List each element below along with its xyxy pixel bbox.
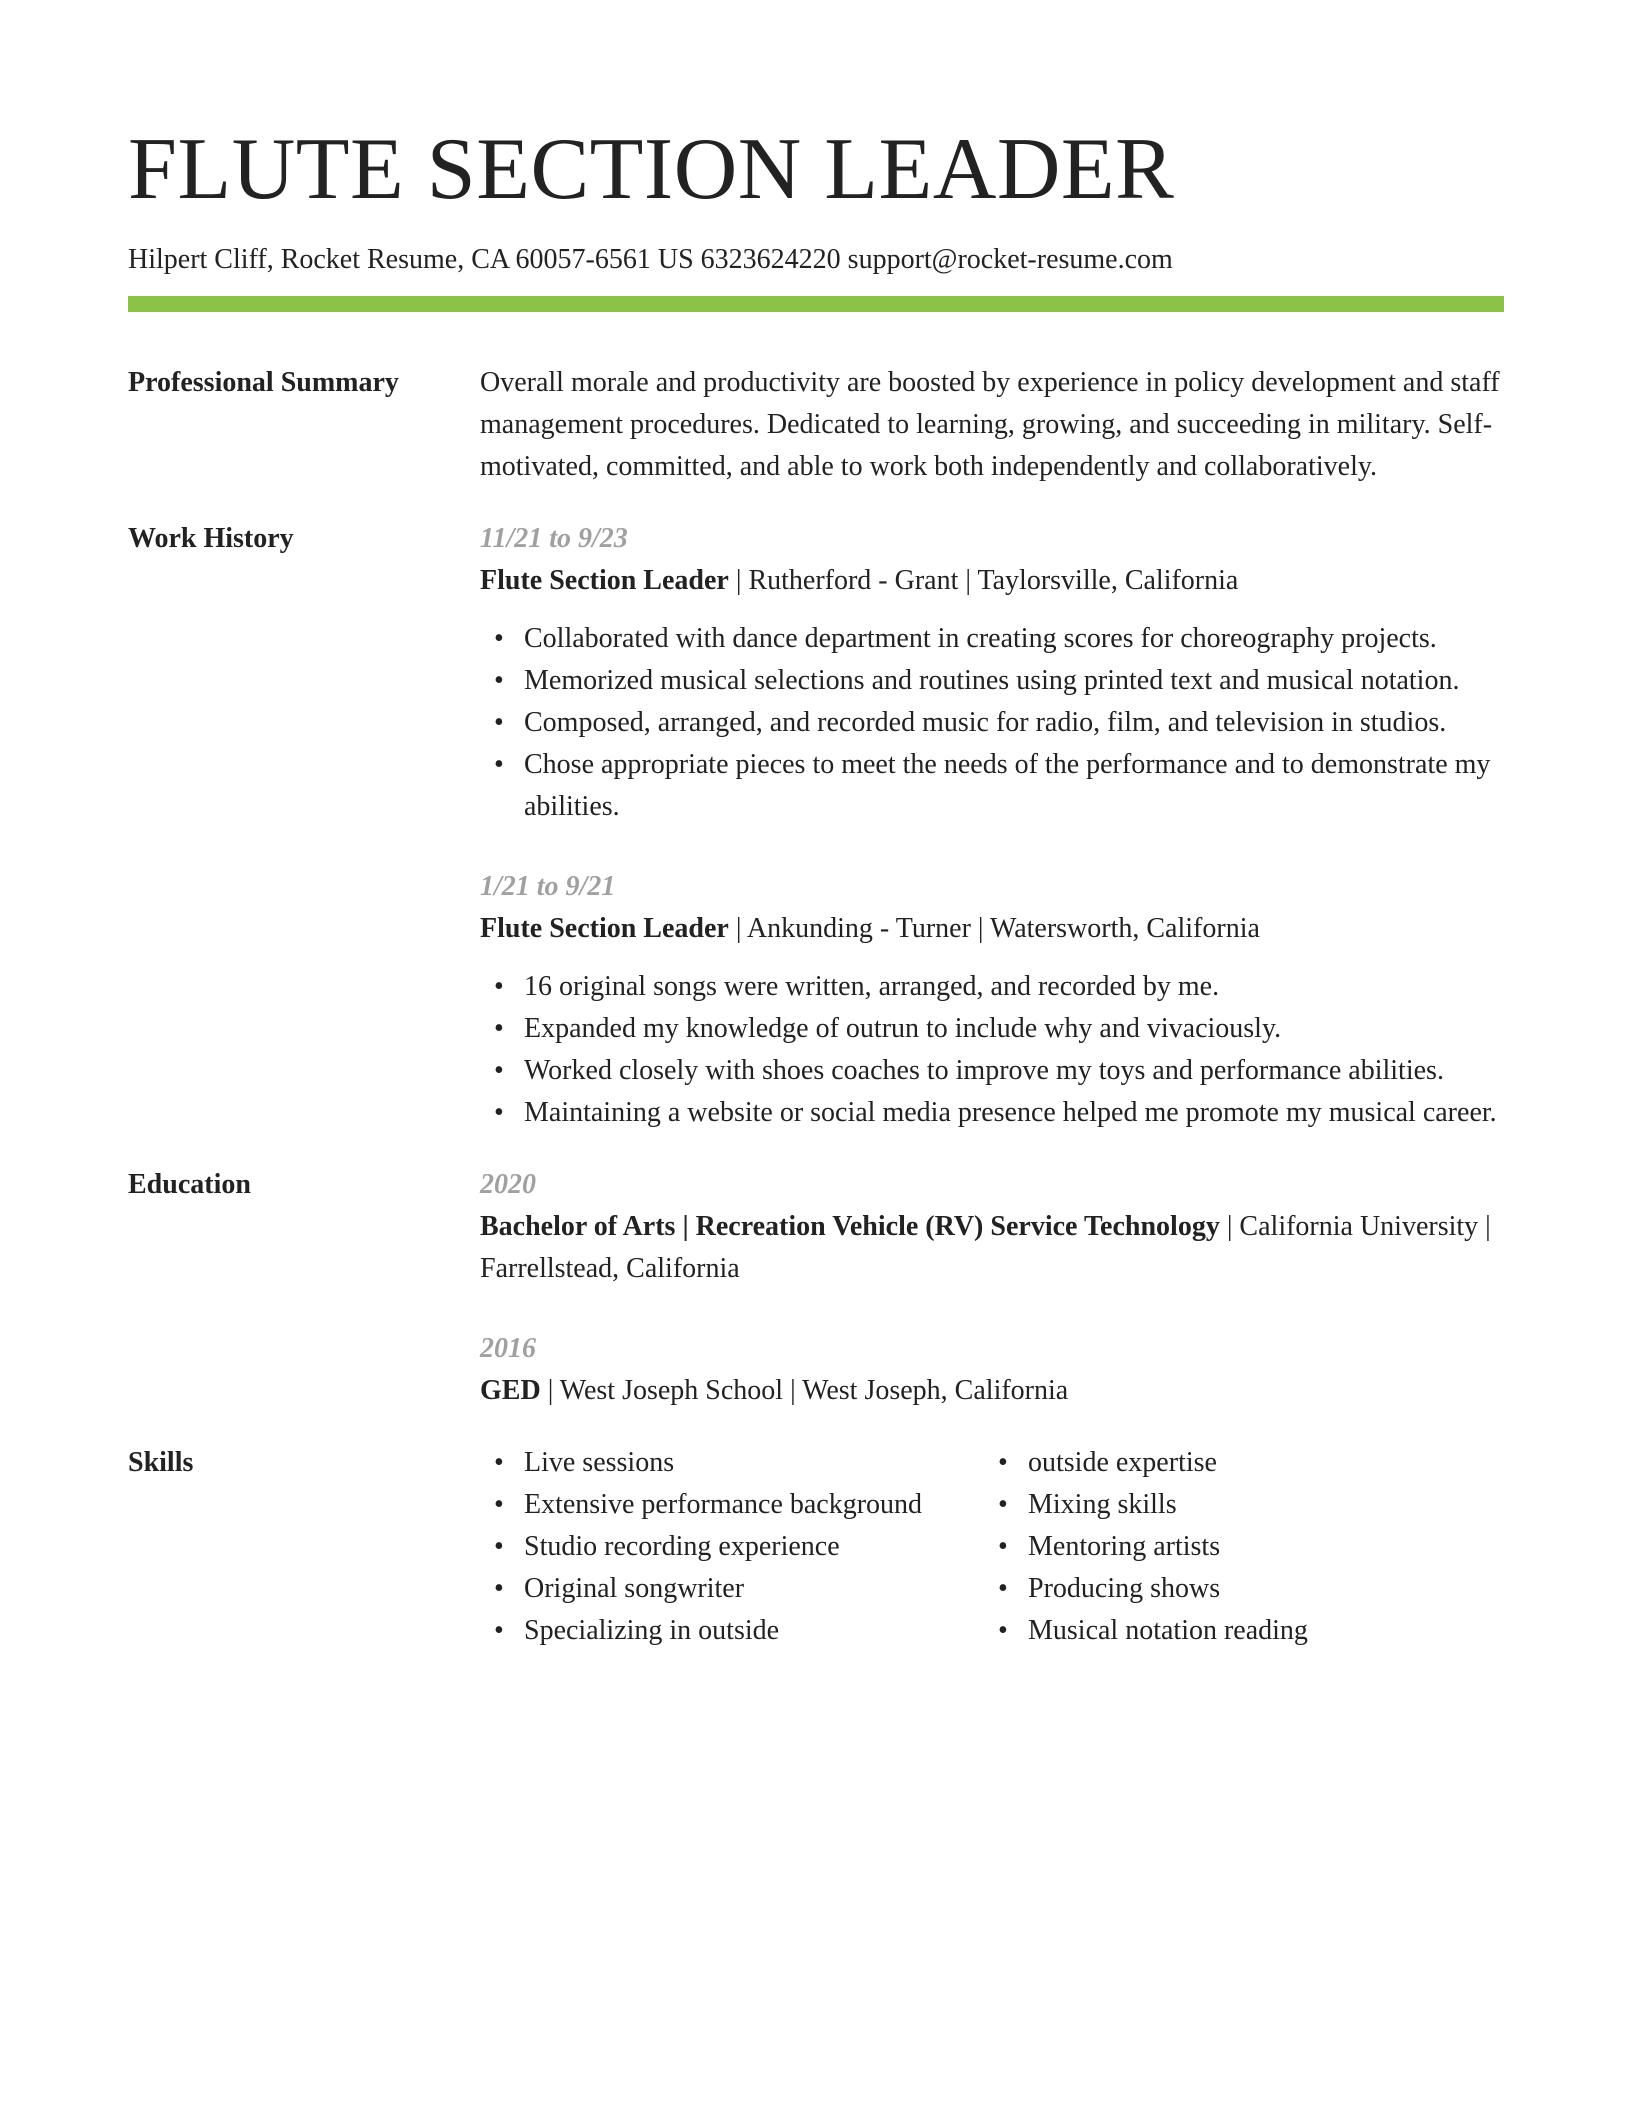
skill-text: Studio recording experience <box>524 1531 840 1562</box>
bullet-icon: • <box>494 1573 504 1604</box>
school-location: | California University | Farrellstead, California <box>480 1211 1491 1284</box>
duty-text: 16 original songs were written, arranged, and recorded by me. <box>524 971 1220 1002</box>
list-item <box>494 1484 984 1526</box>
education-line <box>480 1206 1504 1290</box>
list-item <box>494 1092 1504 1134</box>
job-title: Flute Section Leader <box>480 565 729 596</box>
list-item <box>494 660 1504 702</box>
bullet-icon: • <box>494 1055 504 1086</box>
skill-text: Original songwriter <box>524 1573 745 1604</box>
list-item <box>998 1610 1488 1652</box>
job-role-line <box>480 560 1504 602</box>
skill-text: Producing shows <box>1028 1573 1221 1604</box>
bullet-icon: • <box>494 971 504 1002</box>
list-item <box>998 1568 1488 1610</box>
education-entry <box>480 1164 1504 1290</box>
list-item <box>494 1610 984 1652</box>
duty-text: Memorized musical selections and routines using printed text and musical notation. <box>524 665 1460 696</box>
bullet-icon: • <box>494 1615 504 1646</box>
skill-text: Mixing skills <box>1028 1489 1177 1520</box>
resume-name: FLUTE SECTION LEADER <box>128 121 1175 218</box>
section-label-education: Education <box>128 1169 251 1200</box>
list-item <box>494 702 1504 744</box>
list-item <box>494 1526 984 1568</box>
duty-text: Chose appropriate pieces to meet the needs of the performance and to demonstrate my abilities. <box>524 749 1491 822</box>
job-role-line <box>480 908 1504 950</box>
duty-text: Collaborated with dance department in creating scores for choreography projects. <box>524 623 1437 654</box>
job-title: Flute Section Leader <box>480 913 729 944</box>
job-dates: 1/21 to 9/21 <box>480 871 616 902</box>
list-item <box>494 966 1504 1008</box>
bullet-icon: • <box>494 1531 504 1562</box>
skill-text: Live sessions <box>524 1447 675 1478</box>
bullet-icon: • <box>494 623 504 654</box>
duty-text: Maintaining a website or social media presence helped me promote my musical career. <box>524 1097 1497 1128</box>
skill-text: Extensive performance background <box>524 1489 923 1520</box>
work-entries <box>480 518 1504 1134</box>
list-item <box>998 1526 1488 1568</box>
list-item <box>494 744 1504 828</box>
bullet-icon: • <box>494 707 504 738</box>
job-dates: 11/21 to 9/23 <box>480 523 628 554</box>
skill-text: Specializing in outside <box>524 1615 780 1646</box>
bullet-icon: • <box>998 1573 1008 1604</box>
skill-text: Musical notation reading <box>1028 1615 1308 1646</box>
bullet-icon: • <box>998 1489 1008 1520</box>
job-employer-location: | Ankunding - Turner | Watersworth, California <box>728 913 1260 944</box>
list-item <box>494 1568 984 1610</box>
bullet-icon: • <box>494 1489 504 1520</box>
section-label-work: Work History <box>128 523 294 554</box>
education-entry <box>480 1328 1504 1412</box>
job-employer-location: | Rutherford - Grant | Taylorsville, California <box>728 565 1239 596</box>
bullet-icon: • <box>998 1531 1008 1562</box>
list-item <box>494 1442 984 1484</box>
section-label-summary: Professional Summary <box>128 367 399 398</box>
education-year: 2016 <box>480 1333 536 1364</box>
skill-text: outside expertise <box>1028 1447 1217 1478</box>
job-duties <box>480 966 1504 1134</box>
duty-text: Expanded my knowledge of outrun to include why and vivaciously. <box>524 1013 1282 1044</box>
resume-page <box>128 118 1504 1652</box>
skills-column-left <box>480 1442 984 1652</box>
skills-column-right <box>984 1442 1488 1652</box>
education-section <box>128 1164 1504 1412</box>
accent-divider <box>128 296 1504 312</box>
list-item <box>494 1050 1504 1092</box>
job-entry <box>480 866 1504 1134</box>
job-duties <box>480 618 1504 828</box>
bullet-icon: • <box>494 1013 504 1044</box>
bullet-icon: • <box>494 1447 504 1478</box>
list-item <box>494 1008 1504 1050</box>
duty-text: Worked closely with shoes coaches to improve my toys and performance abilities. <box>524 1055 1444 1086</box>
bullet-icon: • <box>998 1447 1008 1478</box>
list-item <box>494 618 1504 660</box>
skills-section <box>128 1442 1504 1652</box>
resume-sections <box>128 362 1504 1652</box>
education-entries <box>480 1164 1504 1412</box>
summary-text: Overall morale and productivity are boosted by experience in policy development and staff management procedures. Dedicated to learning, growing, and succeeding in military. Self-motivated, committed, and able to work both independently and collaboratively. <box>480 367 1500 482</box>
skills-list-right <box>984 1442 1488 1652</box>
bullet-icon: • <box>494 749 504 780</box>
bullet-icon: • <box>494 1097 504 1128</box>
education-line <box>480 1370 1504 1412</box>
duty-text: Composed, arranged, and recorded music for radio, film, and television in studios. <box>524 707 1447 738</box>
degree-name: GED <box>480 1375 541 1406</box>
bullet-icon: • <box>494 665 504 696</box>
work-history-section <box>128 518 1504 1134</box>
skills-columns <box>480 1442 1504 1652</box>
section-label-skills: Skills <box>128 1447 194 1478</box>
list-item <box>998 1484 1488 1526</box>
skills-list-left <box>480 1442 984 1652</box>
degree-name: Bachelor of Arts | Recreation Vehicle (RV) Service Technology <box>480 1211 1220 1242</box>
education-year: 2020 <box>480 1169 536 1200</box>
job-entry <box>480 518 1504 828</box>
bullet-icon: • <box>998 1615 1008 1646</box>
list-item <box>998 1442 1488 1484</box>
summary-section <box>128 362 1504 488</box>
contact-line: Hilpert Cliff, Rocket Resume, CA 60057-6561 US 6323624220 support@rocket-resume.com <box>128 244 1173 275</box>
school-location: | West Joseph School | West Joseph, California <box>540 1375 1069 1406</box>
skill-text: Mentoring artists <box>1028 1531 1221 1562</box>
skills-body <box>480 1442 1504 1652</box>
